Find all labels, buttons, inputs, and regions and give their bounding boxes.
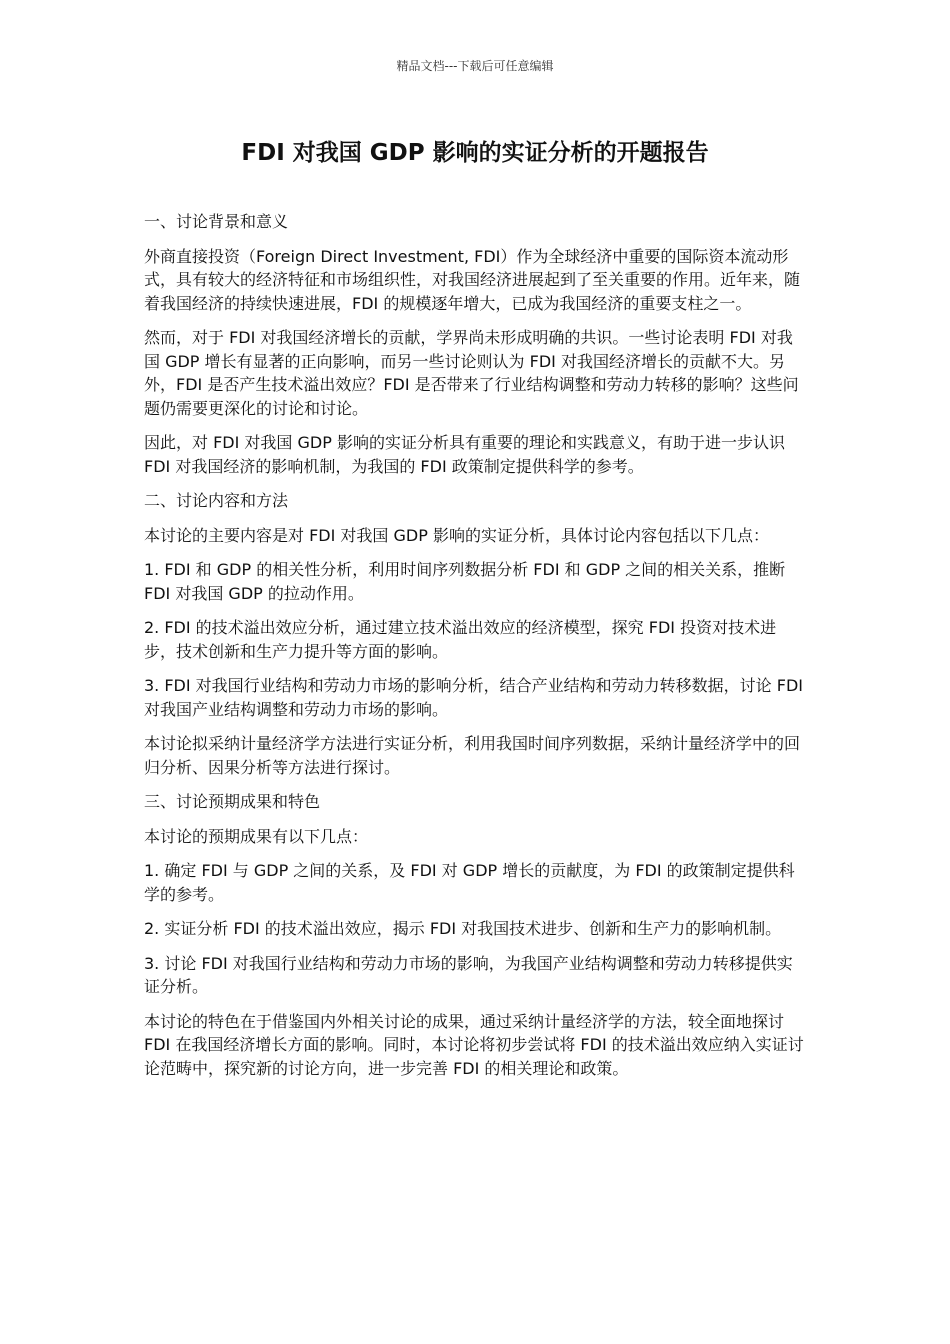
list-item: 1. FDI 和 GDP 的相关性分析，利用时间序列数据分析 FDI 和 GDP 之间的相关关系，推断 FDI 对我国 GDP 的拉动作用。 (144, 560, 786, 603)
document-body (144, 210, 808, 1091)
paragraph: 本讨论的主要内容是对 FDI 对我国 GDP 影响的实证分析，具体讨论内容包括以下几点： (144, 525, 769, 545)
paragraph: 本讨论的预期成果有以下几点： (144, 826, 369, 846)
paragraph: 外商直接投资（Foreign Direct Investment, FDI）作为全球经济中重要的国际资本流动形式，具有较大的经济特征和市场组织性，对我国经济进展起到了至关重要的作用。近年来，随着我国经济的持续快速进展，FDI 的规模逐年增大，已成为我国经济的重要支柱之一。 (144, 246, 801, 313)
header-note: 精品文档---下载后可任意编辑 (396, 59, 554, 73)
list-item: 3. FDI 对我国行业结构和劳动力市场的影响分析，结合产业结构和劳动力转移数据，讨论 FDI 对我国产业结构调整和劳动力市场的影响。 (144, 676, 804, 719)
section-heading-expected-results: 三、讨论预期成果和特色 (144, 792, 321, 811)
paragraph: 因此，对 FDI 对我国 GDP 影响的实证分析具有重要的理论和实践意义，有助于进一步认识 FDI 对我国经济的影响机制，为我国的 FDI 政策制定提供科学的参考。 (144, 433, 785, 476)
paragraph: 然而，对于 FDI 对我国经济增长的贡献，学界尚未形成明确的共识。一些讨论表明 FDI 对我国 GDP 增长有显著的正向影响，而另一些讨论则认为 FDI 对我国经济增长的贡献不大。另外，FDI 是否产生技术溢出效应？FDI 是否带来了行业结构调整和劳动力转移的影响？这些问题仍需要更深化的讨论和讨论。 (144, 328, 799, 418)
document-title: FDI 对我国 GDP 影响的实证分析的开题报告 (241, 140, 709, 166)
list-item: 1. 确定 FDI 与 GDP 之间的关系，及 FDI 对 GDP 增长的贡献度，为 FDI 的政策制定提供科学的参考。 (144, 861, 795, 904)
list-item: 2. FDI 的技术溢出效应分析，通过建立技术溢出效应的经济模型，探究 FDI 投资对技术进步，技术创新和生产力提升等方面的影响。 (144, 618, 777, 661)
paragraph: 本讨论拟采纳计量经济学方法进行实证分析，利用我国时间序列数据，采纳计量经济学中的回归分析、因果分析等方法进行探讨。 (144, 734, 801, 777)
paragraph: 本讨论的特色在于借鉴国内外相关讨论的成果，通过采纳计量经济学的方法，较全面地探讨 FDI 在我国经济增长方面的影响。同时，本讨论将初步尝试将 FDI 的技术溢出效应纳入实证讨论范畴中，探究新的讨论方向，进一步完善 FDI 的相关理论和政策。 (144, 1011, 804, 1078)
list-item: 3. 讨论 FDI 对我国行业结构和劳动力市场的影响，为我国产业结构调整和劳动力转移提供实证分析。 (144, 953, 793, 996)
section-heading-background: 一、讨论背景和意义 (144, 212, 289, 231)
section-heading-content-method: 二、讨论内容和方法 (144, 491, 289, 510)
list-item: 2. 实证分析 FDI 的技术溢出效应，揭示 FDI 对我国技术进步、创新和生产力的影响机制。 (144, 919, 782, 938)
